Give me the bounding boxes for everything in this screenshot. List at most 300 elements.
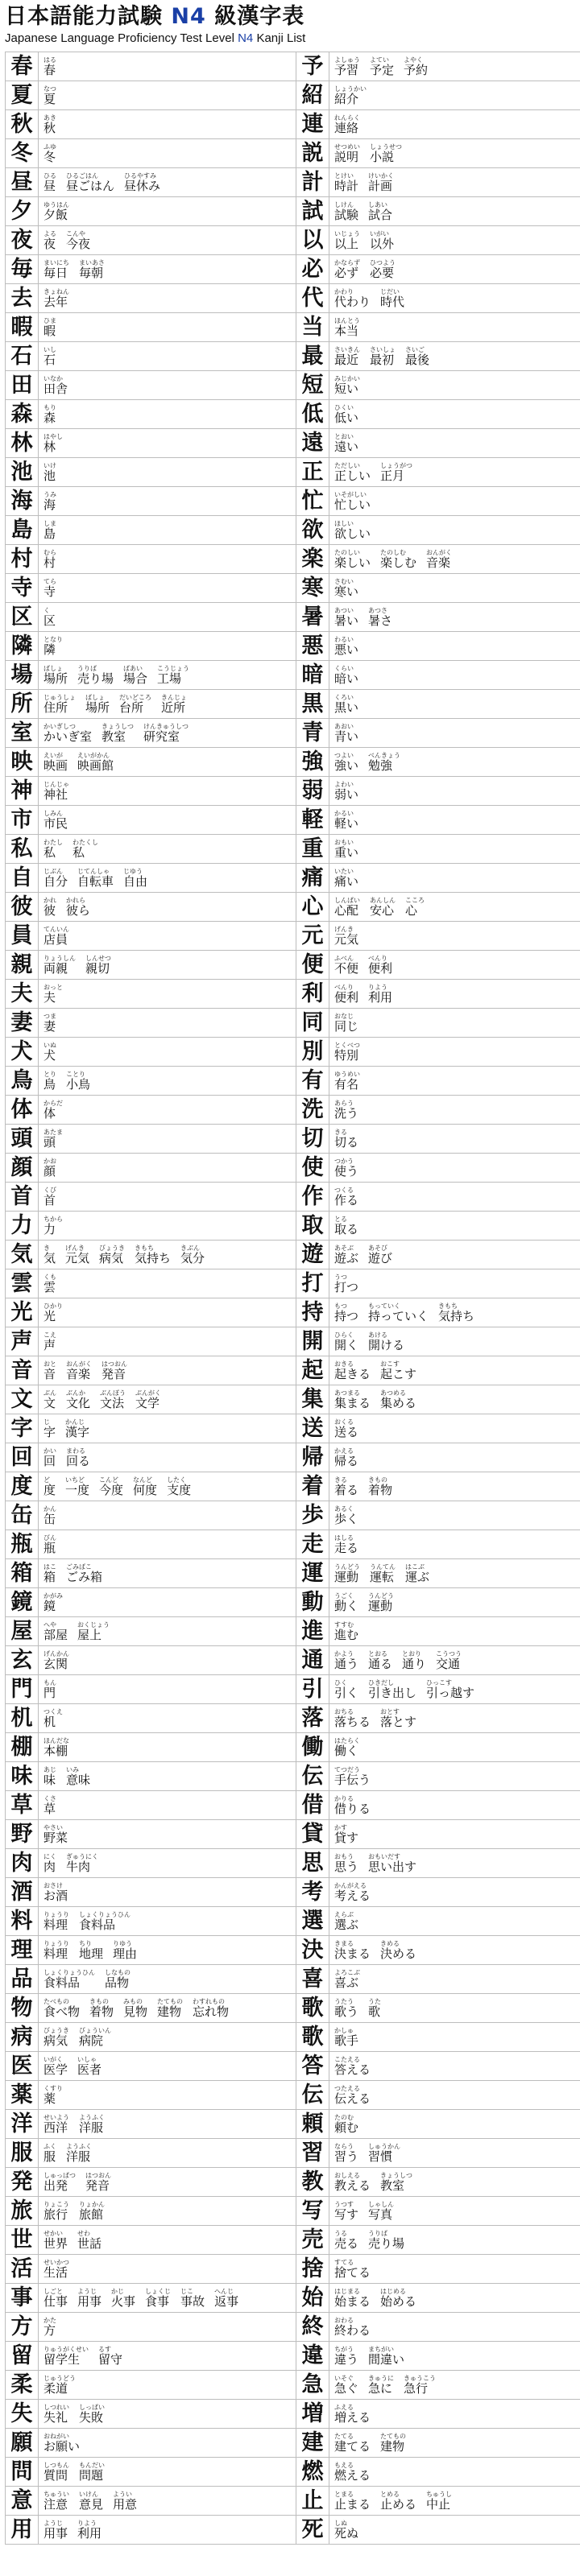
word-text: 質問 (44, 2467, 68, 2483)
word-text: 安心 (370, 902, 395, 918)
furigana-reading: あつめる (380, 1389, 407, 1397)
furigana-reading: ひかり (44, 1302, 63, 1310)
vocabulary-word (44, 1708, 63, 1729)
kanji-cell: 毎 (6, 255, 39, 284)
furigana-reading: まいにち (44, 258, 69, 266)
kanji-cell: 作 (296, 1183, 329, 1212)
vocabulary-cell (329, 545, 580, 574)
word-text: 意見 (79, 2496, 104, 2512)
vocabulary-word (44, 2114, 69, 2135)
furigana-reading: しゅっぱつ (44, 2171, 76, 2179)
furigana-reading: ひる (44, 171, 56, 180)
kanji-cell: 着 (296, 1472, 329, 1501)
vocabulary-word (44, 694, 76, 715)
vocabulary-cell (39, 1559, 296, 1588)
furigana-reading: しつもん (44, 2461, 69, 2469)
vocabulary-word (334, 2172, 371, 2193)
word-text: 持っていく (368, 1308, 429, 1323)
furigana-reading: ちから (44, 1215, 63, 1223)
word-text: 海 (44, 497, 56, 512)
furigana-reading: おきる (334, 1360, 354, 1368)
vocabulary-word (44, 1071, 56, 1092)
furigana-reading: しあい (368, 200, 388, 208)
word-text: 文法 (100, 1395, 125, 1410)
vocabulary-cell (39, 1762, 296, 1791)
furigana-reading: かがみ (44, 1591, 63, 1600)
vocabulary-cell (329, 2197, 580, 2226)
kanji-cell: 遊 (296, 1241, 329, 1269)
kanji-cell: 田 (6, 371, 39, 400)
vocabulary-word (44, 2201, 69, 2222)
furigana-reading: こたえる (334, 2055, 360, 2063)
table-row (6, 1067, 580, 1096)
vocabulary-word (368, 955, 392, 976)
kanji-cell: 旅 (6, 2197, 39, 2226)
table-row (6, 1791, 580, 1820)
vocabulary-word (44, 1766, 56, 1787)
furigana-reading: はじめる (380, 2287, 407, 2295)
word-text: 机 (44, 1714, 56, 1729)
furigana-reading: ふえる (334, 2403, 354, 2411)
vocabulary-cell (329, 1356, 580, 1385)
vocabulary-cell (39, 400, 296, 429)
vocabulary-cell (329, 1617, 580, 1646)
furigana-reading: しょうかい (334, 85, 367, 93)
table-row (6, 1559, 580, 1588)
word-text: ごみ箱 (66, 1569, 103, 1584)
furigana-reading: あつまる (334, 1389, 360, 1397)
furigana-reading: ひま (44, 316, 56, 324)
kanji-cell: 彼 (6, 893, 39, 922)
furigana-reading: やさい (44, 1823, 63, 1831)
vocabulary-word (334, 2259, 371, 2280)
furigana-reading: しんぱい (334, 896, 360, 904)
table-row (6, 342, 580, 371)
kanji-cell: 神 (6, 777, 39, 806)
furigana-reading: きゅうこう (404, 2374, 437, 2382)
vocabulary-cell (39, 835, 296, 864)
vocabulary-cell (39, 574, 296, 603)
vocabulary-word (44, 2375, 76, 2396)
vocabulary-word (44, 926, 69, 947)
furigana-reading: つかう (334, 1157, 354, 1165)
vocabulary-word (334, 955, 358, 976)
furigana-reading: しみん (44, 809, 63, 817)
furigana-reading: たのむ (334, 2113, 354, 2121)
vocabulary-cell (39, 2313, 296, 2342)
vocabulary-word (44, 607, 56, 628)
vocabulary-word (44, 346, 56, 367)
kanji-cell: 瓶 (6, 1530, 39, 1559)
word-text: 失敗 (79, 2409, 104, 2425)
furigana-reading: えいが (44, 751, 63, 759)
word-text: 方 (44, 2322, 56, 2338)
word-text: 引く (334, 1685, 359, 1700)
kanji-cell: 終 (296, 2313, 329, 2342)
vocabulary-cell (329, 429, 580, 458)
vocabulary-cell (39, 1994, 296, 2023)
word-text: 遊ぶ (334, 1250, 359, 1265)
vocabulary-word (123, 1998, 147, 2019)
furigana-reading: ようふく (66, 2142, 92, 2150)
word-text: 暑い (334, 613, 359, 628)
vocabulary-word (44, 1331, 56, 1352)
vocabulary-word (119, 694, 151, 715)
furigana-reading: おしえる (334, 2171, 360, 2179)
table-row (6, 2516, 580, 2545)
furigana-reading: びょうき (44, 2026, 69, 2034)
kanji-cell: 頼 (296, 2110, 329, 2139)
vocabulary-cell (329, 893, 580, 922)
vocabulary-word (44, 1274, 56, 1294)
vocabulary-word (44, 665, 68, 686)
furigana-reading: もん (44, 1678, 56, 1686)
furigana-reading: あるく (334, 1505, 354, 1513)
furigana-reading: きょうしつ (102, 722, 135, 730)
word-text: 肉 (44, 1859, 56, 1874)
furigana-reading: かん (44, 1505, 56, 1513)
vocabulary-word (334, 607, 358, 628)
vocabulary-word (44, 1592, 63, 1613)
word-text: 音 (44, 1366, 56, 1381)
vocabulary-word (44, 578, 56, 599)
kanji-cell: 石 (6, 342, 39, 371)
table-row (6, 2371, 580, 2400)
vocabulary-cell (39, 1907, 296, 1936)
word-text: 去年 (44, 294, 68, 309)
word-text: 間違い (368, 2351, 405, 2367)
furigana-reading: とる (334, 1215, 347, 1223)
word-text: 雲 (44, 1279, 56, 1294)
word-text: 文 (44, 1395, 56, 1410)
vocabulary-cell (39, 2197, 296, 2226)
furigana-reading: ことり (66, 1070, 85, 1078)
furigana-reading: かんがえる (334, 1881, 367, 1889)
word-text: 何度 (133, 1482, 158, 1497)
vocabulary-cell (329, 632, 580, 661)
furigana-reading: かれ (44, 896, 56, 904)
furigana-reading: しゅうかん (368, 2142, 401, 2150)
furigana-reading: きんじょ (161, 693, 188, 701)
vocabulary-cell (39, 690, 296, 719)
vocabulary-cell (329, 197, 580, 226)
vocabulary-word (334, 1592, 358, 1613)
word-text: 教える (334, 2178, 371, 2193)
furigana-reading: おこす (380, 1360, 400, 1368)
word-text: 急に (368, 2380, 393, 2396)
furigana-reading: じぶん (44, 867, 63, 875)
table-row (6, 1096, 580, 1125)
vocabulary-word (334, 404, 358, 425)
kanji-cell: 利 (296, 980, 329, 1009)
vocabulary-word (77, 2288, 102, 2309)
table-row (6, 371, 580, 400)
kanji-cell: 便 (296, 951, 329, 980)
table-row (6, 168, 580, 197)
vocabulary-word (44, 2433, 80, 2454)
furigana-reading: ばあい (123, 664, 143, 672)
table-row (6, 2110, 580, 2139)
vocabulary-word (334, 1795, 371, 1816)
table-row (6, 1907, 580, 1936)
furigana-reading: ふべん (334, 954, 354, 962)
kanji-cell: 進 (296, 1617, 329, 1646)
word-text: 写真 (368, 2207, 393, 2222)
kanji-cell: 物 (6, 1994, 39, 2023)
word-text: 映画館 (77, 758, 114, 773)
vocabulary-word (334, 288, 371, 309)
vocabulary-cell (329, 2023, 580, 2052)
kanji-cell: 当 (296, 313, 329, 342)
furigana-reading: りよう (77, 2519, 97, 2527)
word-text: 捨てる (334, 2264, 371, 2280)
vocabulary-cell (329, 1878, 580, 1907)
vocabulary-word (334, 2375, 358, 2396)
kanji-cell: 字 (6, 1414, 39, 1443)
furigana-reading: よやく (404, 56, 424, 64)
vocabulary-word (79, 259, 105, 280)
vocabulary-word (334, 549, 371, 570)
furigana-reading: もんだい (79, 2461, 105, 2469)
word-text: 食料品 (44, 1975, 81, 1990)
vocabulary-cell (39, 1791, 296, 1820)
table-row (6, 574, 580, 603)
vocabulary-cell (329, 400, 580, 429)
furigana-reading: せわ (77, 2229, 91, 2237)
vocabulary-word (44, 1882, 68, 1903)
table-row (6, 1878, 580, 1907)
vocabulary-word (370, 143, 402, 164)
furigana-reading: いけん (79, 2490, 98, 2498)
kanji-cell: 私 (6, 835, 39, 864)
vocabulary-word (44, 1129, 63, 1150)
vocabulary-word (65, 1418, 89, 1439)
kanji-cell: 声 (6, 1327, 39, 1356)
furigana-reading: かりる (334, 1794, 354, 1802)
kanji-cell: 伝 (296, 1762, 329, 1791)
word-text: 用事 (44, 2525, 68, 2541)
vocabulary-word (44, 1158, 56, 1179)
kanji-cell: 事 (6, 2284, 39, 2313)
kanji-cell: 雲 (6, 1269, 39, 1298)
word-text: 教室 (102, 729, 126, 744)
vocabulary-word (334, 1129, 358, 1150)
vocabulary-word (44, 288, 69, 309)
vocabulary-cell (329, 1704, 580, 1733)
vocabulary-word (368, 1592, 394, 1613)
furigana-reading: つくる (334, 1186, 354, 1194)
vocabulary-word (123, 665, 147, 686)
furigana-reading: おもいだす (368, 1852, 401, 1860)
kanji-cell: 夏 (6, 81, 39, 110)
vocabulary-word (157, 665, 189, 686)
vocabulary-word (44, 491, 56, 512)
kanji-cell: 同 (296, 1009, 329, 1038)
vocabulary-word (66, 1389, 90, 1410)
word-text: 玄関 (44, 1656, 68, 1671)
furigana-reading: れんらく (334, 114, 360, 122)
vocabulary-cell (329, 574, 580, 603)
kanji-cell: 理 (6, 1936, 39, 1965)
vocabulary-word (380, 462, 412, 483)
furigana-reading: ならう (334, 2142, 354, 2150)
word-text: 草 (44, 1801, 56, 1816)
word-text: 切る (334, 1134, 359, 1150)
vocabulary-cell (39, 342, 296, 371)
vocabulary-word (157, 1998, 183, 2019)
vocabulary-word (334, 578, 358, 599)
word-text: 区 (44, 613, 56, 628)
vocabulary-word (426, 549, 452, 570)
kanji-cell: 市 (6, 806, 39, 835)
vocabulary-word (85, 955, 111, 976)
furigana-reading: まわる (66, 1447, 85, 1455)
vocabulary-word (334, 433, 358, 454)
vocabulary-word (404, 56, 428, 77)
furigana-reading: あそび (368, 1244, 388, 1252)
vocabulary-word (334, 2317, 371, 2338)
vocabulary-word (334, 1998, 358, 2019)
kanji-cell: 別 (296, 1038, 329, 1067)
word-text: 正しい (334, 468, 371, 483)
vocabulary-cell (329, 1849, 580, 1878)
vocabulary-cell (39, 1704, 296, 1733)
vocabulary-cell (39, 1501, 296, 1530)
table-row (6, 748, 580, 777)
furigana-reading: ひるごはん (66, 171, 98, 180)
furigana-reading: いけ (44, 461, 56, 469)
vocabulary-word (44, 1216, 63, 1236)
furigana-reading: いそぐ (334, 2374, 354, 2382)
vocabulary-cell (39, 1096, 296, 1125)
word-text: 洗う (334, 1105, 359, 1121)
furigana-reading: ばしょ (85, 693, 105, 701)
kanji-cell: 門 (6, 1675, 39, 1704)
furigana-reading: さいしょ (370, 345, 396, 353)
kanji-cell: 秋 (6, 110, 39, 139)
furigana-reading: びょういん (79, 2026, 111, 2034)
word-text: 問題 (79, 2467, 104, 2483)
kanji-cell: 喜 (296, 1965, 329, 1994)
table-row (6, 603, 580, 632)
furigana-reading: じだい (380, 287, 400, 295)
word-text: 今度 (99, 1482, 124, 1497)
vocabulary-word (44, 2404, 69, 2425)
furigana-reading: まちがい (368, 2345, 395, 2353)
word-text: 悪い (334, 642, 359, 657)
vocabulary-word (334, 897, 360, 918)
furigana-reading: たてもの (380, 2432, 407, 2440)
vocabulary-cell (329, 81, 580, 110)
furigana-reading: とおる (368, 1649, 388, 1657)
kanji-cell: 歌 (296, 2023, 329, 2052)
vocabulary-cell (329, 661, 580, 690)
vocabulary-word (334, 1882, 371, 1903)
kanji-cell: 暗 (296, 661, 329, 690)
vocabulary-cell (39, 2052, 296, 2081)
kanji-cell: 首 (6, 1183, 39, 1212)
furigana-reading: いそがしい (334, 490, 367, 498)
word-text: 鏡 (44, 1598, 56, 1613)
furigana-reading: ようい (113, 2490, 133, 2498)
vocabulary-cell (39, 168, 296, 197)
table-row (6, 1733, 580, 1762)
word-text: 私 (44, 844, 56, 860)
word-text: 病気 (99, 1250, 124, 1265)
table-row (6, 690, 580, 719)
kanji-cell: 品 (6, 1965, 39, 1994)
word-text: 有名 (334, 1076, 359, 1092)
vocabulary-word (334, 1389, 371, 1410)
vocabulary-word (334, 2056, 371, 2077)
furigana-reading: つくえ (44, 1707, 63, 1715)
furigana-reading: ふゆ (44, 142, 56, 151)
word-text: 品物 (105, 1975, 130, 1990)
word-text: 村 (44, 555, 56, 570)
furigana-reading: はつおん (85, 2171, 111, 2179)
kanji-cell: 暇 (6, 313, 39, 342)
word-text: 本棚 (44, 1743, 68, 1758)
furigana-reading: ようじ (77, 2287, 97, 2295)
word-text: 正月 (380, 468, 405, 483)
furigana-reading: すてる (334, 2258, 354, 2266)
word-text: 医者 (77, 2062, 102, 2077)
kanji-cell: 体 (6, 1096, 39, 1125)
furigana-reading: ゆうはん (44, 200, 69, 208)
vocabulary-word (405, 346, 429, 367)
word-text: 集まる (334, 1395, 371, 1410)
furigana-reading: よわい (334, 780, 354, 788)
furigana-reading: はやし (44, 432, 63, 440)
kanji-cell: 薬 (6, 2081, 39, 2110)
furigana-reading: うごく (334, 1591, 354, 1600)
kanji-cell: 夕 (6, 197, 39, 226)
kanji-cell: 弱 (296, 777, 329, 806)
word-text: 思う (334, 1859, 359, 1874)
word-text: 毎朝 (79, 265, 104, 280)
vocabulary-word (426, 1679, 474, 1700)
vocabulary-cell (329, 719, 580, 748)
word-text: 止まる (334, 2496, 371, 2512)
word-text: 事故 (180, 2293, 205, 2309)
vocabulary-cell (39, 226, 296, 255)
vocabulary-cell (39, 139, 296, 168)
furigana-reading: おくじょう (77, 1620, 110, 1629)
vocabulary-word (44, 636, 63, 657)
table-row (6, 2226, 580, 2255)
word-text: 時計 (334, 178, 359, 193)
furigana-reading: ぎゅうにく (66, 1852, 98, 1860)
furigana-reading: くび (44, 1186, 56, 1194)
word-text: 柔道 (44, 2380, 68, 2396)
word-text: 病院 (79, 2033, 104, 2048)
vocabulary-word (334, 1621, 358, 1642)
furigana-reading: こんや (66, 229, 85, 237)
kanji-cell: 重 (296, 835, 329, 864)
kanji-cell: 島 (6, 516, 39, 545)
word-text: 集める (380, 1395, 417, 1410)
word-text: 終わる (334, 2322, 371, 2338)
word-text: 春 (44, 62, 56, 77)
table-row (6, 429, 580, 458)
table-row (6, 1588, 580, 1617)
word-text: 開く (334, 1337, 359, 1352)
vocabulary-word (334, 926, 358, 947)
vocabulary-word (44, 462, 56, 483)
vocabulary-word (334, 317, 360, 338)
word-text: かいぎ室 (44, 729, 93, 744)
furigana-reading: ゆうめい (334, 1070, 360, 1078)
